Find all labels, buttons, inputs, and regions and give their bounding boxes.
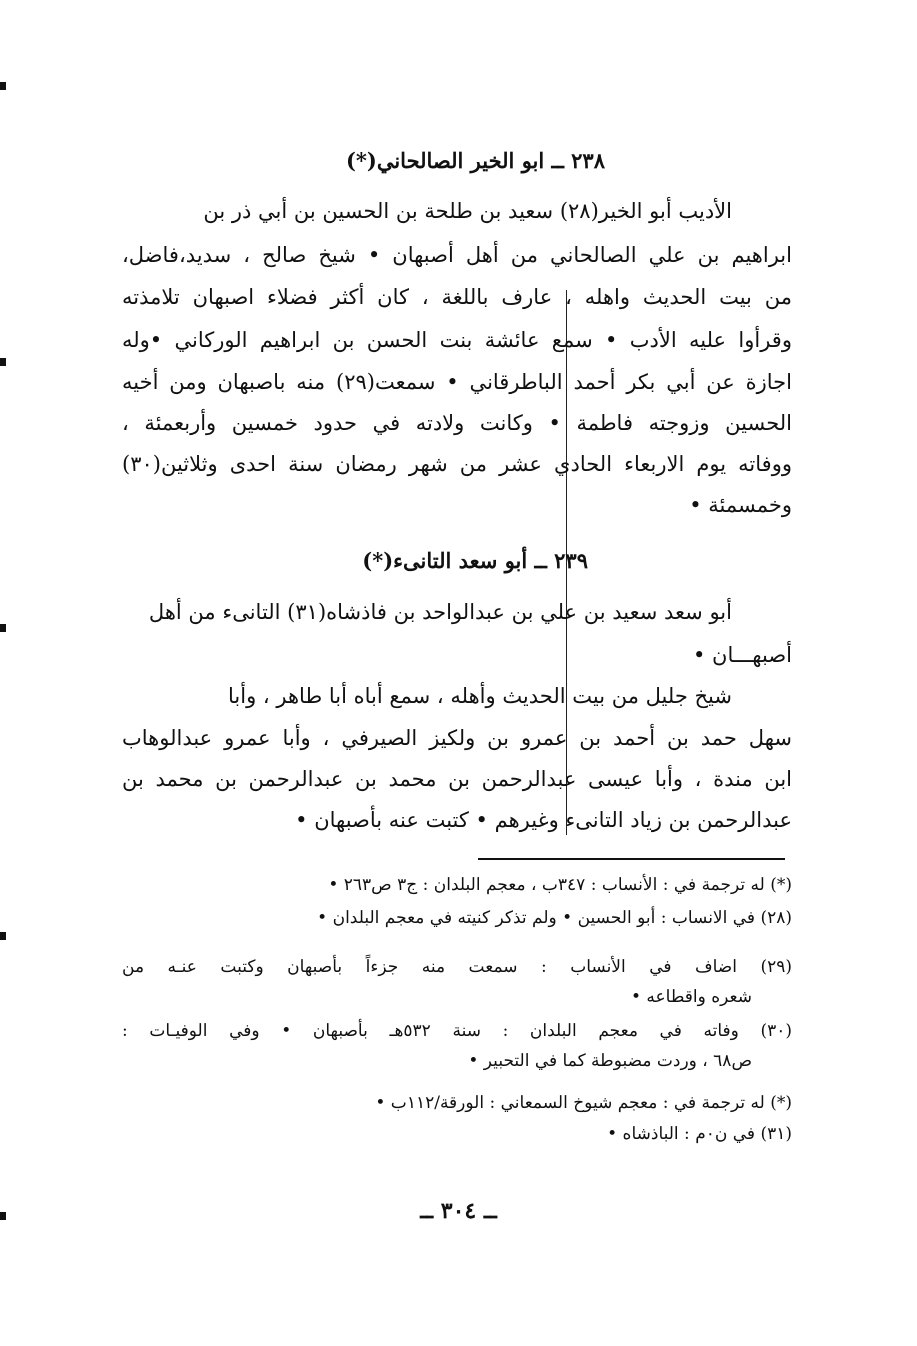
footnote-separator xyxy=(478,858,785,860)
entry-239-line-5: ابن مندة ، وأبا عيسى عبدالرحمن بن محمد بن عبدالرحمن بن محمد بن xyxy=(122,767,792,791)
entry-239-line-2: أصبهـــان • xyxy=(692,643,792,667)
entry-238-line-4: وقرأوا عليه الأدب • سمع عائشة بنت الحسن بن ابراهيم الوركاني •وله xyxy=(122,328,792,352)
footnote-28: (٢٨) في الانساب : أبو الحسين • ولم تذكر كنيته في معجم البلدان • xyxy=(317,908,792,928)
scan-margin-mark xyxy=(0,624,6,632)
scan-margin-mark xyxy=(0,932,6,940)
entry-238-line-7: ووفاته يوم الاربعاء الحادي عشر من شهر رمضان سنة احدى وثلاثين(٣٠) xyxy=(122,452,792,476)
entry-239-line-1: أبو سعد سعيد بن علي بن عبدالواحد بن فاذشاه(٣١) التانىء من أهل xyxy=(148,600,732,624)
scan-margin-mark xyxy=(0,82,6,90)
entry-238-line-3: من بيت الحديث واهله ، عارف باللغة ، كان أكثر فضلاء اصبهان تلامذته xyxy=(122,285,792,309)
entry-238-line-2: ابراهيم بن علي الصالحاني من أهل أصبهان • شيخ صالح ، سديد،فاضل، xyxy=(122,243,792,267)
entry-238-line-5: اجازة عن أبي بكر أحمد الباطرقاني • سمعت(٢٩) منه باصبهان ومن أخيه xyxy=(122,370,793,394)
entry-239-heading: ٢٣٩ ــ أبو سعد التانىء(*) xyxy=(362,548,588,573)
footnote-31: (٣١) في ن٠م : الباذشاه • xyxy=(607,1124,792,1144)
footnote-29-cont: شعره واقطاعه • xyxy=(630,987,752,1007)
footnote-star-2: (*) له ترجمة في : معجم شيوخ السمعاني : الورقة/١١٢ب • xyxy=(375,1093,792,1113)
entry-239-line-3: شيخ جليل من بيت الحديث وأهله ، سمع أباه أبا طاهر ، وأبا xyxy=(228,684,732,708)
footnote-29: (٢٩) اضاف في الأنساب : سمعت منه جزءاً بأصبهان وكتبت عنـه من xyxy=(122,957,792,977)
scan-margin-mark xyxy=(0,358,6,366)
footnote-30: (٣٠) وفاته في معجم البلدان : سنة ٥٣٢هـ بأصبهان • وفي الوفيـات : xyxy=(122,1021,793,1041)
entry-239-line-6: عبدالرحمن بن زياد التانىء وغيرهم • كتبت عنه بأصبهان • xyxy=(295,808,792,832)
page-number: ــ ٣٠٤ ــ xyxy=(420,1198,497,1224)
entry-238-heading: ٢٣٨ ــ ابو الخير الصالحاني(*) xyxy=(345,148,605,173)
entry-238-line-1: الأديب أبو الخير(٢٨) سعيد بن طلحة بن الحسين بن أبي ذر بن xyxy=(203,199,732,223)
entry-239-line-4: سهل حمد بن أحمد بن عمرو بن ولكيز الصيرفي ، وأبا عمرو عبدالوهاب xyxy=(122,726,792,750)
entry-238-line-6: الحسين وزوجته فاطمة • وكانت ولادته في حدود خمسين وأربعمئة ، xyxy=(122,411,792,435)
footnote-star-1: (*) له ترجمة في : الأنساب : ٣٤٧ب ، معجم البلدان : ج٣ ص٢٦٣ • xyxy=(328,875,792,895)
entry-238-line-8: وخمسمئة • xyxy=(689,493,792,517)
footnote-30-cont: ص٦٨ ، وردت مضبوطة كما في التحبير • xyxy=(468,1051,752,1071)
